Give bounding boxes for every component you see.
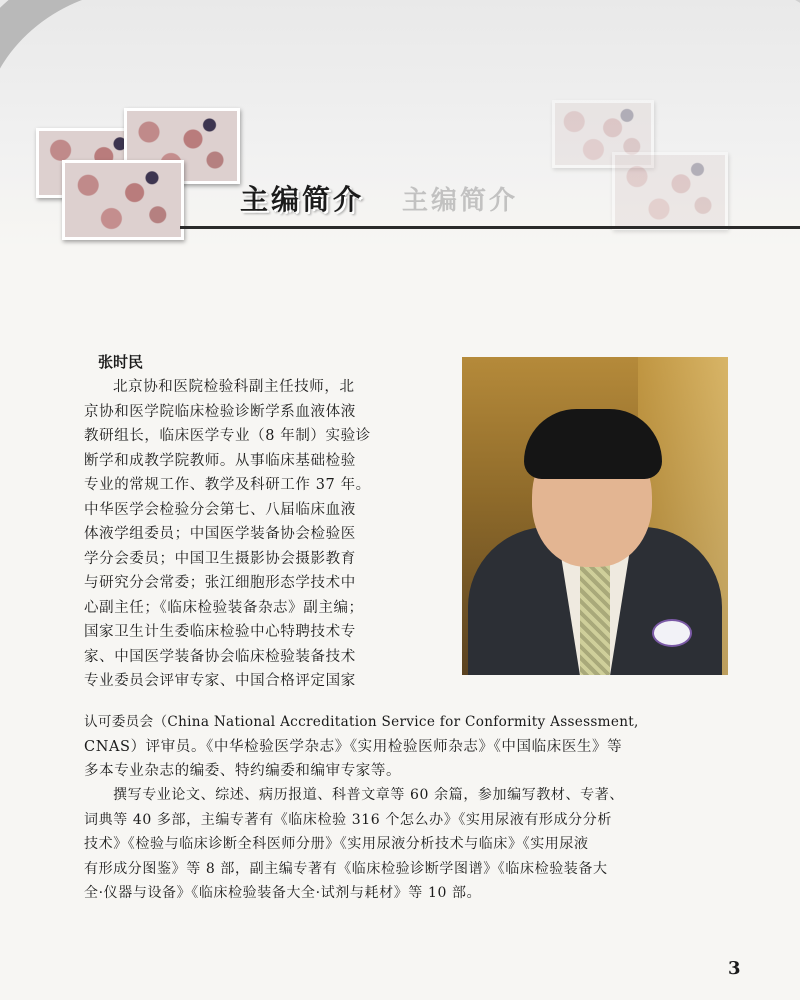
portrait-badge [652,619,692,647]
blood-smear-image [62,160,184,240]
page-number: 3 [728,958,741,979]
title-underline [180,226,800,229]
bio-paragraph-continued [84,710,730,784]
publications-paragraph [84,783,730,906]
text-line: 北京协和医院检验科副主任技师，北 [113,379,355,395]
text-line: 心副主任；《临床检验装备杂志》副主编； [84,599,364,616]
text-line: 与研究分会常委；张江细胞形态学技术中 [84,575,356,591]
text-line: 撰写专业论文、综述、病历报道、科普文章等 60 余篇，参加编写教材、专著、 [113,787,624,803]
text-line: 全·仪器与设备》《临床检验装备大全·试剂与耗材》等 10 部。 [84,885,482,901]
text-line: 多本专业杂志的编委、特约编委和编审专家等。 [84,763,402,779]
text-line: 词典等 40 多部，主编专著有《临床检验 316 个怎么办》《实用尿液有形成分分析 [84,811,612,828]
text-line: 中华医学会检验分会第七、八届临床血液 [84,501,356,518]
ghost-title: 主编简介 [402,186,519,216]
text-line: 有形成分图鉴》等 8 部，副主编专著有《临床检验诊断学图谱》《临床检验装备大 [84,860,608,877]
editor-name: 张时民 [98,353,144,371]
text-line: 技术》《检验与临床诊断全科医师分册》《实用尿液分析技术与临床》《实用尿液 [84,836,589,852]
text-line: 家、中国医学装备协会临床检验装备技术 [84,648,356,665]
text-line: 断学和成教学院教师。从事临床基础检验 [84,452,356,469]
portrait-tie [580,562,610,675]
bio-paragraph-wrapped [84,375,444,694]
text-line: 专业委员会评审专家、中国合格评定国家 [84,673,356,689]
text-line: 国家卫生计生委临床检验中心特聘技术专 [84,624,356,640]
editor-portrait [462,357,728,675]
text-line: 学分会委员；中国卫生摄影协会摄影教育 [84,550,356,567]
header-background [0,0,800,250]
text-line: 体液学组委员；中国医学装备协会检验医 [84,526,356,542]
text-line: 教研组长，临床医学专业（8 年制）实验诊 [84,428,371,444]
page-title: 主编简介 [240,183,365,216]
text-line: CNAS）评审员。《中华检验医学杂志》《实用检验医师杂志》《中国临床医生》等 [84,738,623,755]
portrait-hair [524,409,662,479]
text-line: 专业的常规工作、教学及科研工作 37 年。 [84,477,371,493]
text-line: 京协和医学院临床检验诊断学系血液体液 [84,403,356,420]
faded-blood-smear-image [612,152,728,230]
text-line: 认可委员会（China National Accreditation Service for Conformity Assessment, [84,714,639,730]
